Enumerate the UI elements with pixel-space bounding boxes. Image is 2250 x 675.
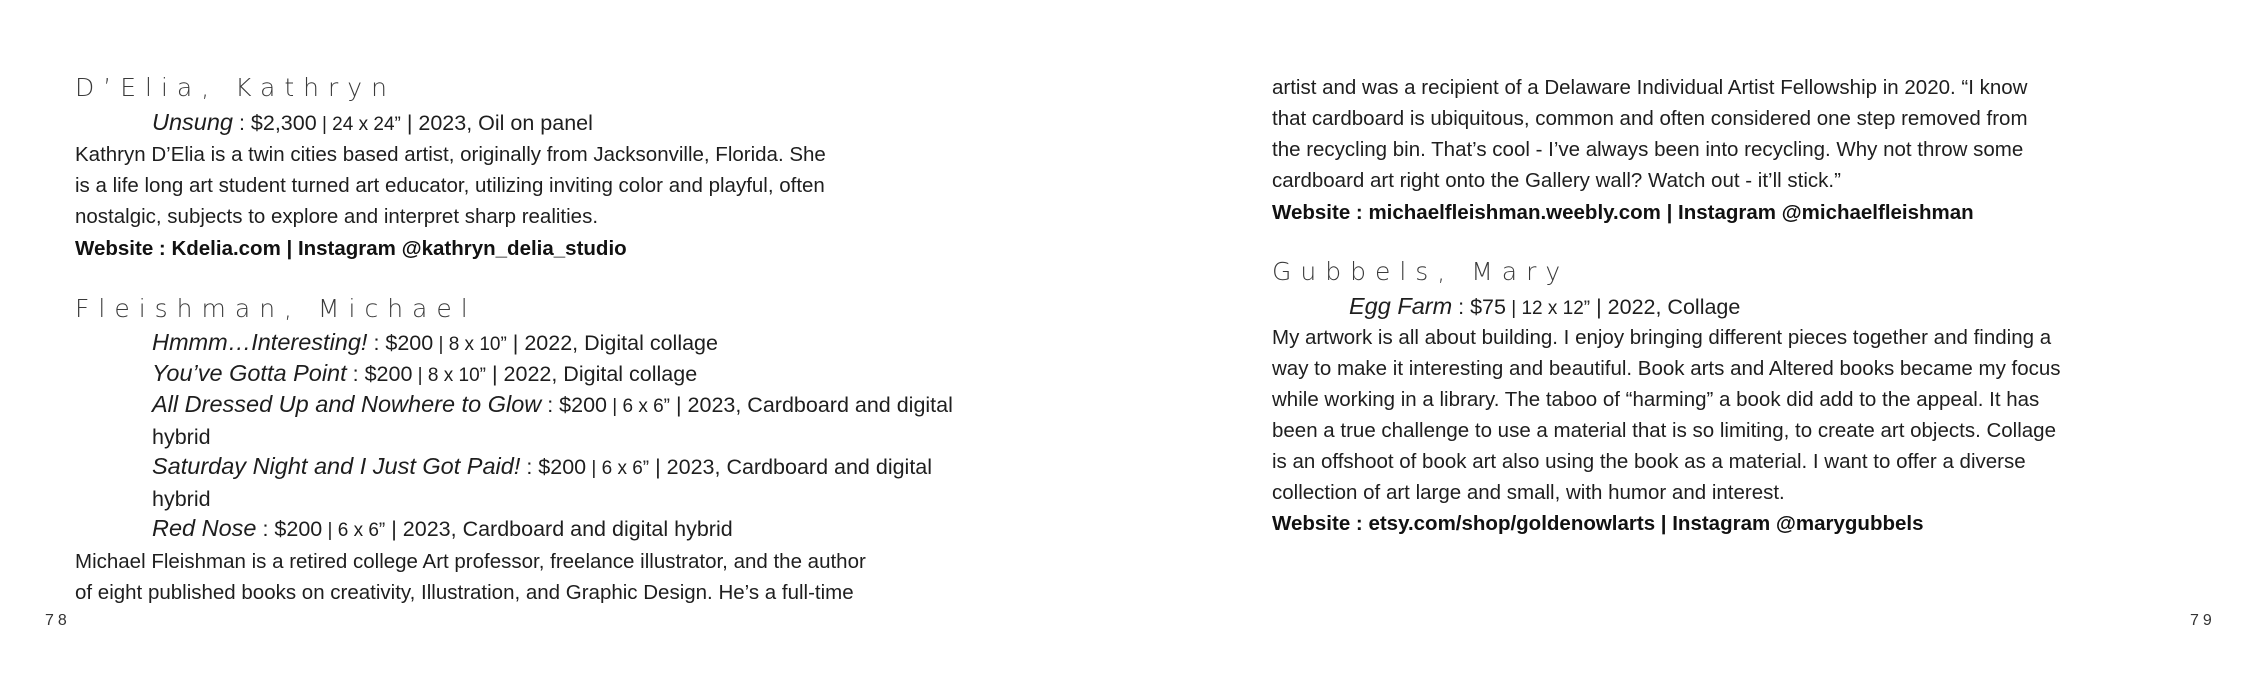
artwork-price: : $2,300 [233, 111, 317, 135]
artwork-size: | 8 x 10” [412, 365, 486, 386]
bio-line: collection of art large and small, with humor and interest. [1272, 481, 1785, 504]
artwork-size: | 12 x 12” [1505, 298, 1591, 319]
artwork-details: | 2023, Cardboard and digital hybrid [385, 517, 733, 541]
artwork-price: : $200 [367, 331, 434, 355]
artwork-size: | 8 x 10” [433, 334, 507, 355]
artwork-size: | 6 x 6” [586, 458, 650, 479]
artwork-entry [152, 327, 718, 360]
bio-line: is a life long art student turned art educator, utilizing inviting color and playful, often [75, 174, 825, 197]
artwork-details: | 2023, Cardboard and digital hybrid [152, 393, 953, 449]
artwork-details: | 2023, Oil on panel [400, 111, 593, 135]
artwork-size: | 24 x 24” [316, 114, 401, 135]
bio-line: artist and was a recipient of a Delaware Individual Artist Fellowship in 2020. “I know [1272, 76, 2028, 99]
artwork-entry [152, 107, 593, 140]
artwork-entry [152, 358, 697, 391]
bio-line: that cardboard is ubiquitous, common and often considered one step removed from [1272, 107, 2028, 130]
artwork-price: : $200 [520, 455, 587, 479]
artwork-price: : $75 [1452, 295, 1506, 319]
artwork-price: : $200 [346, 362, 413, 386]
artist-name: D’Elia, Kathryn [75, 73, 396, 102]
artwork-details: | 2022, Digital collage [506, 331, 718, 355]
bio-line: Michael Fleishman is a retired college Art professor, freelance illustrator, and the author [75, 550, 866, 573]
bio-line: Kathryn D’Elia is a twin cities based artist, originally from Jacksonville, Florida. She [75, 143, 826, 166]
artwork-title: Hmmm…Interesting! [152, 329, 368, 355]
bio-line: nostalgic, subjects to explore and interpret sharp realities. [75, 205, 599, 228]
page-number: 78 [45, 612, 71, 629]
artwork-title: All Dressed Up and Nowhere to Glow [152, 391, 542, 417]
artist-links: Website : etsy.com/shop/goldenowlarts | Instagram @marygubbels [1272, 512, 1924, 535]
artwork-title: Saturday Night and I Just Got Paid! [152, 453, 521, 479]
artist-bio [75, 546, 866, 608]
artwork-size: | 6 x 6” [322, 520, 386, 541]
artwork-entry [152, 451, 992, 515]
artist-bio [1272, 322, 2061, 508]
artwork-title: Unsung [152, 109, 233, 135]
artwork-details: | 2022, Collage [1590, 295, 1741, 319]
artwork-title: You’ve Gotta Point [152, 360, 347, 386]
artist-name: Gubbels, Mary [1272, 257, 1570, 286]
artist-links: Website : Kdelia.com | Instagram @kathryn_delia_studio [75, 237, 627, 260]
artist-links: Website : michaelfleishman.weebly.com | Instagram @michaelfleishman [1272, 201, 1974, 224]
artwork-entry [1349, 291, 1740, 324]
artwork-price: : $200 [541, 393, 607, 417]
artwork-title: Red Nose [152, 515, 257, 541]
bio-line: cardboard art right onto the Gallery wall? Watch out - it’ll stick.” [1272, 169, 1841, 192]
artwork-entry [152, 389, 992, 453]
artwork-title: Egg Farm [1349, 293, 1453, 319]
artwork-price: : $200 [256, 517, 323, 541]
bio-line: while working in a library. The taboo of “harming” a book did add to the appeal. It has [1272, 388, 2040, 411]
artwork-details: | 2023, Cardboard and digital hybrid [152, 455, 933, 511]
artwork-entry [152, 513, 733, 546]
artwork-size: | 6 x 6” [606, 396, 670, 417]
bio-line: way to make it interesting and beautiful. Book arts and Altered books became my focus [1272, 357, 2061, 380]
artist-bio-continued [1272, 72, 2028, 196]
artist-bio [75, 139, 826, 232]
bio-line: the recycling bin. That’s cool - I’ve always been into recycling. Why not throw some [1272, 138, 2024, 161]
artwork-details: | 2022, Digital collage [486, 362, 698, 386]
bio-line: of eight published books on creativity, Illustration, and Graphic Design. He’s a full-time [75, 581, 854, 604]
bio-line: been a true challenge to use a material that is so limiting, to create art objects. Collage [1272, 419, 2056, 442]
bio-line: is an offshoot of book art also using the book as a material. I want to offer a diverse [1272, 450, 2026, 473]
artist-name: Fleishman, Michael [75, 294, 477, 323]
page-number: 79 [2190, 612, 2216, 629]
bio-line: My artwork is all about building. I enjoy bringing different pieces together and finding a [1272, 326, 2052, 349]
